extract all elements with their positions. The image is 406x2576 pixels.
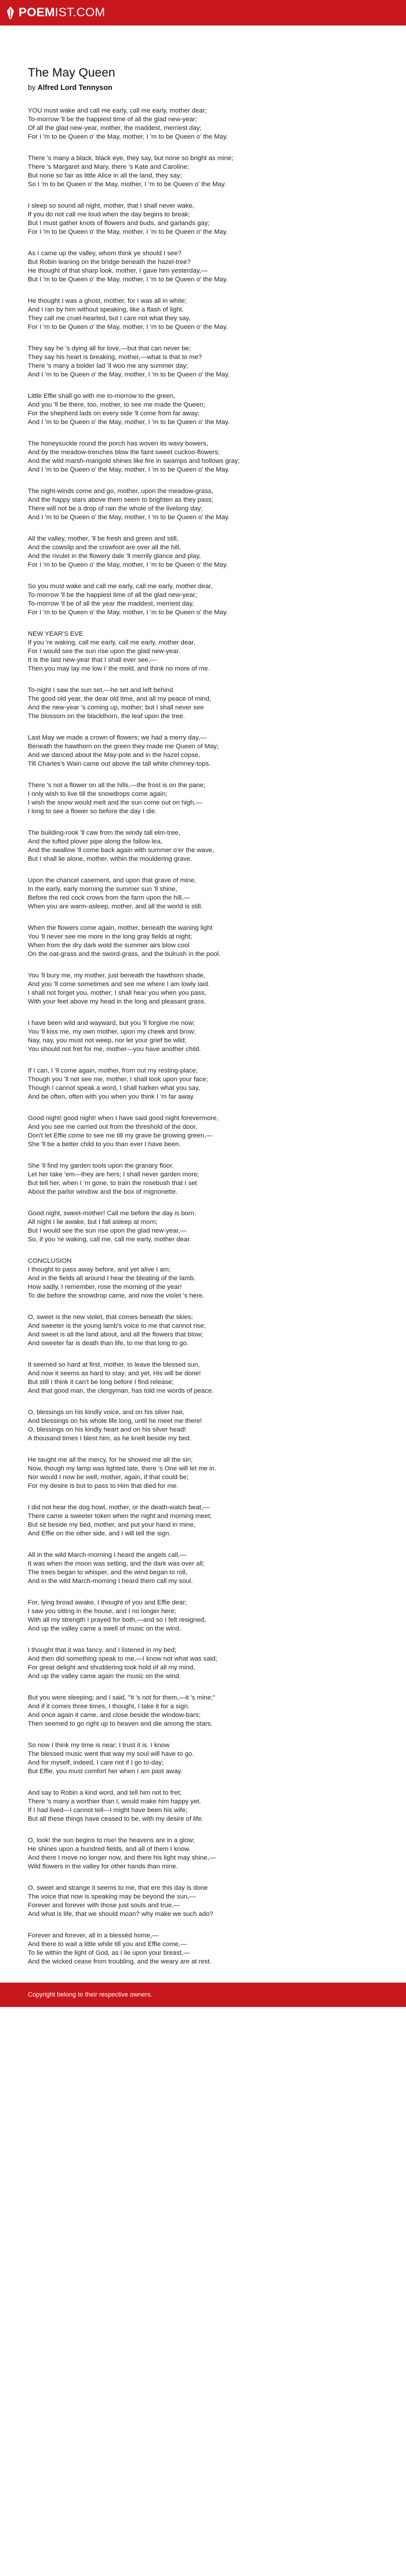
- stanza: [28, 107, 378, 142]
- poem-line: I wish the snow would melt and the sun come out on high,—: [28, 799, 202, 806]
- poem-line: There 's many a black, black eye, they say, but none so bright as mine;: [28, 155, 234, 162]
- stanza: [28, 1836, 378, 1871]
- poem-line: For I 'm to be Queen o' the May, mother, I 'm to be Queen o' the May.: [28, 133, 228, 140]
- poem-line: And I 'm to be Queen o' the May, mother, I 'm to be Queen o' the May.: [28, 514, 230, 521]
- poem-line: And you 'll come sometimes and see me where I am lowly laid.: [28, 981, 210, 988]
- poem-line: Then seemed to go right up to heaven and die among the stars.: [28, 1720, 213, 1727]
- poem-line: How sadly, I remember, rose the morning of the year!: [28, 1284, 182, 1291]
- stanza: [28, 1114, 378, 1149]
- poem-line: There 's many a bolder lad 'll woo me any summer day;: [28, 363, 188, 369]
- poem-line: There 's many a worthier than I, would make him happy yet.: [28, 1798, 201, 1805]
- poem-line: I long to see a flower so before the day I die.: [28, 808, 157, 815]
- poem-line: And once again it came, and close beside the window-bars;: [28, 1712, 201, 1719]
- poem-line: And Effie on the other side, and I will tell the sign.: [28, 1530, 171, 1537]
- poem-line: And I 'm to be Queen o' the May, mother, I 'm to be Queen o' the May.: [28, 419, 230, 426]
- poem-line: But you were sleeping; and I said, "It 's not for them,—it 's mine;": [28, 1694, 216, 1701]
- poem-line: About the parlor window and the box of mignonette.: [28, 1189, 178, 1195]
- site-footer: [0, 1983, 406, 2007]
- stanza: [28, 1551, 378, 1586]
- poem-line: He shines upon a hundred fields, and all of them I know.: [28, 1846, 191, 1853]
- poem-line: It seemed so hard at first, mother, to leave the blessed sun,: [28, 1361, 200, 1368]
- poem-line: Forever and forever, all in a blessèd home,—: [28, 1932, 159, 1939]
- poem-line: And what is life, that we should moan? why make we such ado?: [28, 1911, 213, 1918]
- stanza: [28, 1932, 378, 1966]
- stanza: [28, 1789, 378, 1824]
- poem-line: And there I move no longer now, and there his light may shine,—: [28, 1854, 216, 1861]
- poem-line: All the valley, mother, 'll be fresh and green and still,: [28, 535, 179, 542]
- poem-line: And for myself, indeed, I care not if I go to-day;: [28, 1759, 164, 1766]
- poem-line: Don't let Effie come to see me till my grave be growing green,—: [28, 1132, 213, 1139]
- poem-line: The voice that now is speaking may be beyond the sun,—: [28, 1893, 196, 1900]
- poem-line: He taught me all the mercy, for he showed me all the sin;: [28, 1457, 193, 1463]
- poem-line: He thought of that sharp look, mother, I gave him yesterday,—: [28, 267, 208, 274]
- stanza: [28, 535, 378, 570]
- poem-line: Though I cannot speak a word, I shall harken what you say,: [28, 1085, 200, 1092]
- poem-line: To-night I saw the sun set,—he set and left behind: [28, 687, 173, 694]
- poem-line: Beneath the hawthorn on the green they made me Queen of May;: [28, 743, 219, 750]
- poem-line: Last May we made a crown of flowers; we had a merry day,—: [28, 734, 207, 741]
- stanza: [28, 249, 378, 284]
- poem-line: You 'll kiss me, my own mother, upon my cheek and brow;: [28, 1028, 196, 1035]
- stanza: [28, 1019, 378, 1054]
- byline-prefix: by: [28, 84, 36, 92]
- stanza: [28, 876, 378, 911]
- stanza: [28, 1884, 378, 1919]
- poem-line: For I 'm to be Queen o' the May, mother, I 'm to be Queen o' the May.: [28, 609, 228, 616]
- poem-line: Let her take 'em—they are hers; I shall never garden more;: [28, 1171, 200, 1178]
- poem-line: There will not be a drop of rain the whole of the livelong day;: [28, 505, 203, 512]
- poem-line: O, blessings on his kindly voice, and on his silver hair,: [28, 1409, 184, 1416]
- stanza: [28, 1257, 378, 1300]
- poem-line: You should not fret for me, mother—you have another child.: [28, 1046, 201, 1053]
- poem-line: To die before the snowdrop came, and now the violet 's here.: [28, 1292, 205, 1299]
- poem-line: As I came up the valley, whom think ye should I see?: [28, 250, 182, 257]
- stanza: [28, 582, 378, 617]
- stanza: [28, 734, 378, 769]
- poem-line: So, if you 're waking, call me, call me early, mother dear.: [28, 1236, 191, 1243]
- poem-line: And the wild marsh-marigold shines like fire in swamps and hollows gray;: [28, 458, 240, 465]
- poem-line: Before the red cock crows from the farm upon the hill,—: [28, 894, 190, 901]
- poem-line: Little Effie shall go with me to-morrow to the green,: [28, 393, 176, 400]
- poem-line: When the flowers come again, mother, beneath the waning light: [28, 925, 213, 932]
- poem-line: And then did something speak to me,—I know not what was said;: [28, 1655, 217, 1662]
- poem-line: There came a sweeter token when the night and morning meet;: [28, 1513, 212, 1520]
- poem-line: For I 'm to be Queen o' the May, mother, I 'm to be Queen o' the May.: [28, 561, 228, 568]
- poem-body: [28, 107, 378, 1966]
- poem-line: To-morrow 'll be of all the year the maddest, merriest day,: [28, 600, 194, 607]
- poem-line: I did not hear the dog howl, mother, or the death-watch beat,—: [28, 1504, 210, 1511]
- stanza: [28, 392, 378, 427]
- poem-line: And the rivulet in the flowery dale 'll merrily glance and play,: [28, 553, 201, 560]
- poem-line: There 's Margaret and Mary, there 's Kate and Caroline;: [28, 164, 189, 171]
- poem-line: And we danced about the May-pole and in the hazel copse,: [28, 752, 201, 759]
- poem-line: If I had lived—I cannot tell—I might have been his wife;: [28, 1807, 188, 1814]
- poem-line: I sleep so sound all night, mother, that I shall never wake,: [28, 202, 194, 209]
- poem-line: To-morrow 'll be the happiest time of all the glad new-year;: [28, 592, 197, 599]
- poem-line: I thought that it was fancy, and I listened in my bed;: [28, 1647, 177, 1654]
- poem-line: And if it comes three times, I thought, I take it for a sign.: [28, 1703, 190, 1710]
- quill-icon: [6, 6, 15, 20]
- poem-line: And the wicked cease from troubling, and the weary are at rest.: [28, 1958, 212, 1965]
- poem-title: The May Queen: [28, 66, 115, 79]
- poem-line: And now it seems as hard to stay; and yet, His will be done!: [28, 1370, 201, 1377]
- poem-line: And you see me carried out from the threshold of the door,: [28, 1124, 198, 1131]
- poem-line: She 'll be a better child to you than ever I have been.: [28, 1141, 181, 1148]
- poem-line: So I 'm to be Queen o' the May, mother, I 'm to be Queen o' the May.: [28, 181, 226, 188]
- poem-line: Till Charles's Wain came out above the tall white chimney-tops.: [28, 760, 211, 767]
- poem-line: If you 're waking, call me early, call me early, mother dear,: [28, 639, 195, 646]
- poem-line: But I must gather knots of flowers and buds, and garlands gay;: [28, 220, 210, 227]
- poem-line: For I would see the sun rise upon the glad new-year.: [28, 648, 180, 655]
- poem-line: O, look! the sun begins to rise! the heavens are in a glow;: [28, 1837, 195, 1844]
- poem-line: And blessings on his whole life long, until he meet me there!: [28, 1418, 202, 1425]
- poem-line: O, blessings on his kindly heart and on his silver head!: [28, 1426, 186, 1433]
- poem-line: To-morrow 'll be the happiest time of all the glad new-year;: [28, 116, 197, 123]
- poem-line: But I 'm to be Queen o' the May, mother, I 'm to be Queen o' the May.: [28, 276, 228, 283]
- poem-line: Nor would I now be well, mother, again, if that could be;: [28, 1474, 188, 1481]
- stanza: [28, 1694, 378, 1729]
- stanza: [28, 1741, 378, 1776]
- stanza: [28, 829, 378, 864]
- poem-line: The blessed music went that way my soul will have to go.: [28, 1751, 194, 1758]
- poem-line: She 'll find my garden tools upon the granary floor.: [28, 1162, 174, 1169]
- top-bar: [0, 0, 406, 26]
- poem-content: [0, 26, 406, 1966]
- poem-line: And there to wait a little while till you and Effie come,—: [28, 1941, 187, 1948]
- poem-line: For, lying broad awake, I thought of you and Effie dear;: [28, 1599, 187, 1606]
- stanza: [28, 1313, 378, 1348]
- stanza: [28, 345, 378, 379]
- poem-line: And the swallow 'll come back again with summer o'er the wave,: [28, 847, 214, 854]
- poem-line: Then you may lay me low i' the mold, and think no more of me.: [28, 665, 210, 672]
- poem-line: A thousand times I blest him, as he knelt beside my bed.: [28, 1435, 191, 1442]
- poem-line: And sweeter is the young lamb's voice to me that cannot rise;: [28, 1323, 206, 1329]
- poem-line: Of all the glad new-year, mother, the maddest, merriest day;: [28, 125, 202, 132]
- poem-line: I have been wild and wayward, but you 'll forgive me now;: [28, 1020, 195, 1027]
- stanza: [28, 1408, 378, 1443]
- poem-line: And the tufted plover pipe along the fallow lea,: [28, 838, 162, 845]
- poem-line: And say to Robin a kind word, and tell him not to fret;: [28, 1789, 182, 1796]
- poem-line: And up the valley came again the music on the wind.: [28, 1673, 181, 1680]
- poem-line: But I shall lie alone, mother, within the mouldering grave.: [28, 856, 193, 863]
- stanza: [28, 297, 378, 332]
- poem-line: But sit beside my bed, mother, and put your hand in mine,: [28, 1521, 195, 1528]
- poem-line: You 'll bury me, my mother, just beneath the hawthorn shade,: [28, 972, 205, 979]
- poem-line: For my desire is but to pass to Him that died for me.: [28, 1483, 179, 1490]
- stanza: [28, 686, 378, 721]
- copyright-text: Copyright belong to their respective owners.: [28, 1991, 153, 1998]
- poem-line: On the oat-grass and the sword-grass, and the bulrush in the pool.: [28, 951, 221, 958]
- poem-line: And in the fields all around I hear the bleating of the lamb.: [28, 1275, 195, 1282]
- poem-line: For I 'm to be Queen o' the May, mother, I 'm to be Queen o' the May.: [28, 324, 228, 331]
- stanza: [28, 1361, 378, 1396]
- poem-line: And up the valley came a swell of music on the wind.: [28, 1625, 182, 1632]
- poem-line: I shall not forget you, mother; I shall hear you when you pass,: [28, 990, 206, 997]
- stanza: [28, 154, 378, 189]
- poem-line: And the happy stars above them seem to brighten as they pass;: [28, 497, 213, 503]
- stanza: [28, 487, 378, 522]
- poem-line: For the shepherd lads on every side 'll come from far away;: [28, 410, 200, 417]
- poem-line: He thought I was a ghost, mother, for I was all in white;: [28, 298, 187, 305]
- poem-line: They call me cruel-hearted, but I care not what they say,: [28, 315, 191, 322]
- poem-line: But Robin leaning on the bridge beneath the hazel-tree?: [28, 259, 191, 266]
- poem-line: But tell her, when I 'm gone, to train the rosebush that I set: [28, 1180, 197, 1187]
- poem-line: Wild flowers in the valley for other hands than mine.: [28, 1863, 178, 1870]
- poem-author[interactable]: Alfred Lord Tennyson: [37, 84, 113, 92]
- poem-line: And in the wild March-morning I heard them call my soul.: [28, 1578, 193, 1585]
- poem-line: And I 'm to be Queen o' the May, mother, I 'm to be Queen o' the May.: [28, 466, 230, 473]
- poem-line: But all these things have ceased to be, with my desire of life.: [28, 1816, 204, 1823]
- poem-line: When you are warm-asleep, mother, and all the world is still.: [28, 903, 203, 910]
- stanza: [28, 1503, 378, 1538]
- poem-line: NEW YEAR'S EVE: [28, 631, 84, 637]
- poem-line: All night I lie awake, but I fall asleep at morn;: [28, 1219, 158, 1226]
- poem-line: The blossom on the blackthorn, the leaf upon the tree.: [28, 713, 185, 720]
- poem-line: They say he 's dying all for love,—but that can never be;: [28, 345, 191, 352]
- poem-line: For I 'm to be Queen o' the May, mother, I 'm to be Queen o' the May.: [28, 229, 228, 236]
- site-logo[interactable]: [6, 6, 105, 20]
- poem-line: Good night, sweet-mother! Call me before the day is born.: [28, 1210, 197, 1217]
- poem-line: The good old year, the dear old time, and all my peace of mind;: [28, 695, 211, 702]
- stanza: [28, 202, 378, 237]
- poem-line: And sweet is all the land about, and all the flowers that blow;: [28, 1331, 204, 1338]
- stanza: [28, 1209, 378, 1244]
- poem-line: All in the wild March-morning I heard the angels call,—: [28, 1552, 187, 1559]
- poem-line: If you do not call me loud when the day begins to break;: [28, 211, 190, 218]
- poem-line: YOU must wake and call me early, call me early, mother dear;: [28, 107, 207, 114]
- poem-line: With your feet above my head in the long and pleasant grass.: [28, 998, 206, 1005]
- poem-line: For great delight and shuddering took hold of all my mind,: [28, 1664, 195, 1671]
- stanza: [28, 972, 378, 1006]
- poem-line: If I can, I 'll come again, mother, from out my resting-place;: [28, 1067, 198, 1074]
- poem-line: It is the last new-year that I shall ever see,—: [28, 657, 157, 664]
- poem-line: There 's not a flower on all the hills,—the frost is on the pane;: [28, 782, 206, 789]
- stanza: [28, 781, 378, 816]
- poem-line: And I 'm to be Queen o' the May, mother, I 'm to be Queen o' the May.: [28, 371, 230, 378]
- stanza: [28, 1599, 378, 1633]
- poem-byline: [28, 84, 378, 92]
- poem-line: O, sweet and strange it seems to me, that ere this day is done: [28, 1885, 208, 1892]
- poem-line: And the new-year 's coming up, mother; but I shall never see: [28, 704, 204, 711]
- poem-line: And by the meadow-trenches blow the faint sweet cuckoo-flowers;: [28, 449, 220, 456]
- stanza: [28, 924, 378, 959]
- poem-line: But none so fair as little Alice in all the land, they say;: [28, 172, 182, 179]
- stanza: [28, 440, 378, 474]
- logo-text-bold: POEM: [19, 6, 55, 19]
- poem-line: Though you 'll not see me, mother, I shall look upon your face;: [28, 1076, 208, 1083]
- poem-line: With all my strength I prayed for both,—and so I felt resigned,: [28, 1617, 206, 1624]
- poem-line: They say his heart is breaking, mother,—what is that to me?: [28, 354, 202, 361]
- poem-line: Good night! good night! when I have said good night forevermore,: [28, 1115, 219, 1122]
- poem-line: And you 'll be there, too, mother, to see me made the Queen;: [28, 401, 205, 408]
- poem-line: And the cowslip and the crowfoot are over all the hill,: [28, 544, 181, 551]
- poem-line: And that good man, the clergyman, has told me words of peace.: [28, 1387, 214, 1394]
- poem-line: The honeysuckle round the porch has woven its wavy bowers,: [28, 440, 208, 447]
- poem-line: But still I think it can't be long before I find release;: [28, 1379, 174, 1386]
- poem-line: But Effie, you must comfort her when I am past away.: [28, 1768, 183, 1775]
- poem-line: Now, though my lamp was lighted late, there 's One will let me in.: [28, 1465, 216, 1472]
- poem-line: Forever and forever with those just souls and true,—: [28, 1902, 180, 1909]
- poem-line: You 'll never see me more in the long gray fields at night;: [28, 933, 193, 940]
- logo-text-light: IST.COM: [55, 6, 106, 19]
- poem-line: So you must wake and call me early, call me early, mother dear,: [28, 583, 213, 590]
- poem-line: The night-winds come and go, mother, upon the meadow-grass,: [28, 488, 213, 495]
- poem-line: CONCLUSION: [28, 1258, 72, 1265]
- poem-line: And be often, often with you when you think I 'm far away.: [28, 1093, 195, 1100]
- poem-line: The trees began to whisper, and the wind began to roll,: [28, 1569, 188, 1576]
- poem-line: In the early, early morning the summer sun 'll shine,: [28, 886, 177, 893]
- poem-line: And sweeter far is death than life, to me that long to go.: [28, 1340, 188, 1347]
- poem-line: When from the dry dark wold the summer airs blow cool: [28, 942, 190, 949]
- stanza: [28, 630, 378, 673]
- poem-line: Upon the chancel casement, and upon that grave of mine,: [28, 877, 197, 884]
- poem-line: And I ran by him without speaking, like a flash of light.: [28, 306, 184, 313]
- poem-line: It was when the moon was setting, and the dark was over all;: [28, 1560, 205, 1567]
- poem-line: The building-rook 'll caw from the windy tall elm-tree,: [28, 829, 180, 836]
- poem-line: I only wish to live till the snowdrops come again;: [28, 791, 168, 798]
- poem-line: So now I think my time is near; I trust it is. I know: [28, 1742, 170, 1749]
- stanza: [28, 1162, 378, 1197]
- poem-line: O, sweet is the new violet, that comes beneath the skies;: [28, 1314, 193, 1321]
- poem-line: I saw you sitting in the house, and I no longer here;: [28, 1608, 176, 1615]
- stanza: [28, 1067, 378, 1102]
- stanza: [28, 1456, 378, 1491]
- stanza: [28, 1646, 378, 1681]
- poem-line: To lie within the light of God, as I lie upon your breast,—: [28, 1950, 190, 1957]
- poem-line: But I would see the sun rise upon the glad new-year,—: [28, 1227, 187, 1234]
- poem-line: I thought to pass away before, and yet alive I am;: [28, 1266, 171, 1273]
- poem-line: Nay, nay, you must not weep, nor let your grief be wild;: [28, 1037, 187, 1044]
